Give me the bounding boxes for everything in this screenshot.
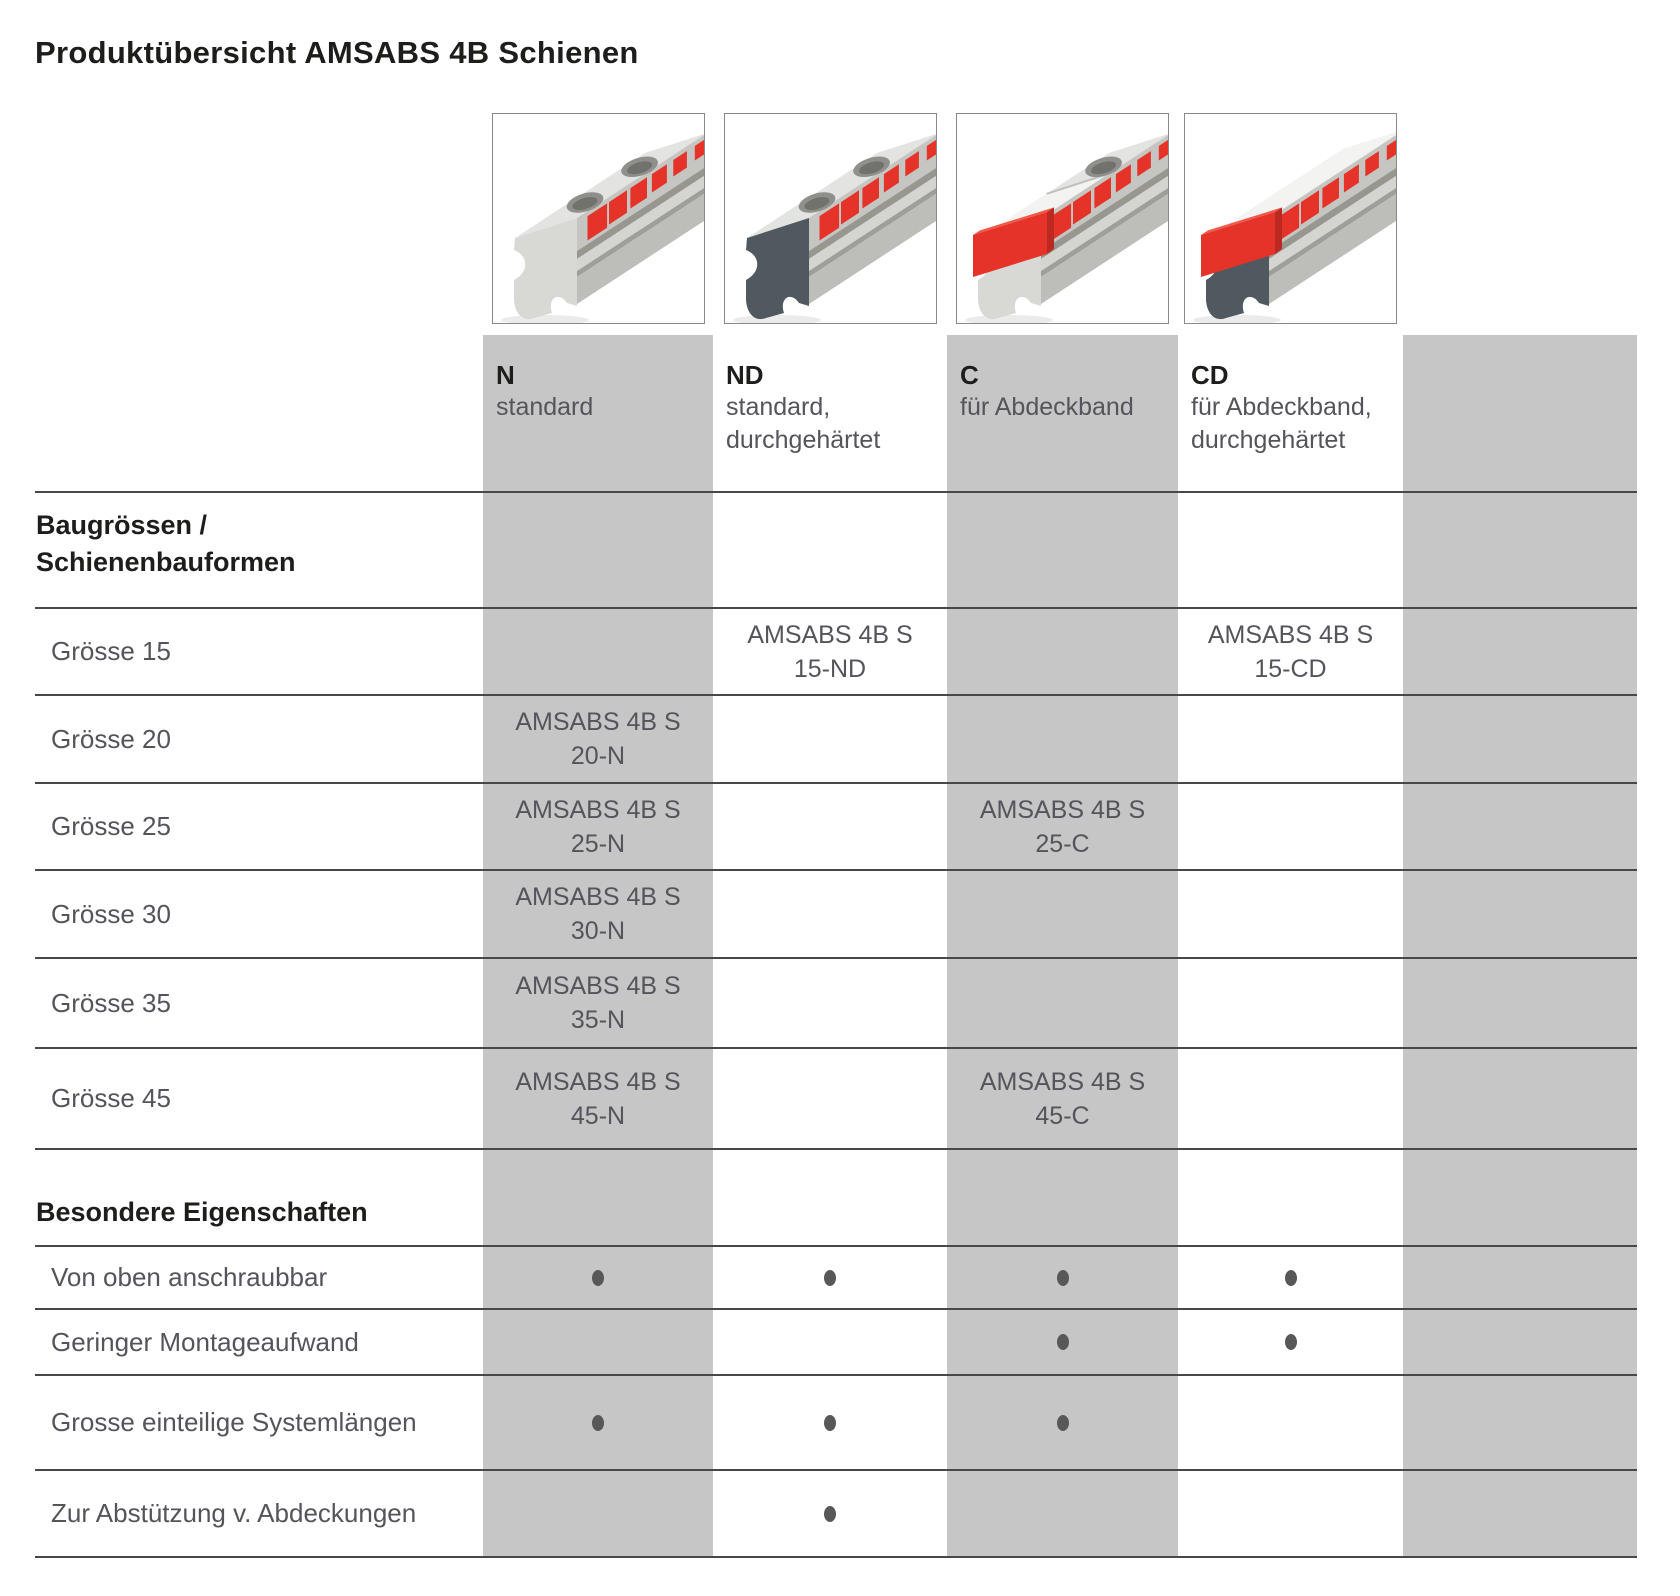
table-row — [35, 957, 1637, 1047]
column-header-row — [35, 335, 1637, 491]
product-image-rail-c — [956, 113, 1169, 324]
row-label: Zur Abstützung v. Abdeckungen — [51, 1498, 417, 1528]
row-label: Grösse 20 — [51, 723, 171, 754]
section-heading-row — [35, 1148, 1637, 1245]
section-cell — [1403, 493, 1637, 607]
column-header-empty — [1403, 335, 1637, 491]
feature-cell-nd — [713, 1376, 947, 1469]
feature-cell-cd — [1178, 1376, 1403, 1469]
feature-cell-empty — [1403, 1471, 1637, 1556]
model-cell-n: AMSABS 4B S 20-N — [483, 696, 713, 782]
model-cell-c — [947, 871, 1178, 957]
row-label: Grösse 25 — [51, 811, 171, 841]
feature-dot — [1057, 1334, 1069, 1350]
feature-cell-cd — [1178, 1310, 1403, 1374]
table-row — [35, 782, 1637, 869]
table-row — [35, 1308, 1637, 1374]
feature-dot — [1057, 1415, 1069, 1431]
feature-cell-n — [483, 1471, 713, 1556]
table-row — [35, 1374, 1637, 1469]
feature-dot — [592, 1270, 604, 1286]
feature-cell-cd — [1178, 1471, 1403, 1556]
feature-cell-c — [947, 1471, 1178, 1556]
feature-cell-nd — [713, 1310, 947, 1374]
product-image-rail-n — [492, 113, 705, 324]
section-cell — [713, 493, 947, 607]
column-header-c — [947, 335, 1178, 491]
row-label: Grösse 30 — [51, 898, 171, 929]
page-title: Produktübersicht AMSABS 4B Schienen — [35, 34, 639, 70]
model-cell-empty — [1403, 959, 1637, 1047]
model-cell-cd — [1178, 959, 1403, 1047]
column-letter: ND — [726, 360, 764, 390]
row-label: Grösse 15 — [51, 636, 171, 666]
section-cell — [713, 1150, 947, 1245]
section-cell — [1178, 1150, 1403, 1245]
feature-cell-c — [947, 1376, 1178, 1469]
feature-cell-c — [947, 1310, 1178, 1374]
model-cell-n: AMSABS 4B S 25-N — [483, 784, 713, 869]
feature-cell-empty — [1403, 1376, 1637, 1469]
column-header-nd — [713, 335, 947, 491]
section-cell — [483, 1150, 713, 1245]
image-cell-c — [947, 113, 1178, 324]
feature-cell-cd — [1178, 1247, 1403, 1308]
model-cell-c — [947, 696, 1178, 782]
feature-dot — [1285, 1334, 1297, 1350]
image-cell-empty — [1403, 113, 1637, 324]
column-letter: CD — [1191, 360, 1229, 390]
column-letter: C — [960, 360, 979, 390]
section-cell — [1403, 1150, 1637, 1245]
product-table — [35, 335, 1637, 1558]
feature-dot — [824, 1415, 836, 1431]
table-row — [35, 1245, 1637, 1308]
model-cell-nd — [713, 1049, 947, 1148]
rail-illustration — [493, 114, 704, 323]
product-images-row — [35, 113, 1637, 324]
image-cell-nd — [713, 113, 947, 324]
model-cell-cd — [1178, 696, 1403, 782]
column-subtitle: standard — [496, 393, 594, 421]
column-subtitle: standard, durchgehärtet — [726, 393, 881, 454]
model-cell-n: AMSABS 4B S 30-N — [483, 871, 713, 957]
product-image-rail-nd — [724, 113, 937, 324]
feature-cell-nd — [713, 1247, 947, 1308]
rail-illustration — [1185, 114, 1396, 323]
rail-illustration — [725, 114, 936, 323]
section-cell — [483, 493, 713, 607]
model-cell-empty — [1403, 871, 1637, 957]
model-cell-nd — [713, 959, 947, 1047]
image-cell-cd — [1178, 113, 1403, 324]
column-subtitle: für Abdeckband — [960, 393, 1134, 421]
row-label: Grösse 45 — [51, 1083, 171, 1113]
column-header-cd — [1178, 335, 1403, 491]
model-cell-nd — [713, 784, 947, 869]
row-label: Von oben anschraubbar — [51, 1262, 328, 1292]
model-cell-nd — [713, 871, 947, 957]
column-header-n — [483, 335, 713, 491]
row-label: Geringer Montageaufwand — [51, 1326, 359, 1357]
model-cell-empty — [1403, 609, 1637, 694]
feature-cell-n — [483, 1376, 713, 1469]
feature-cell-c — [947, 1247, 1178, 1308]
model-cell-empty — [1403, 696, 1637, 782]
table-row — [35, 869, 1637, 957]
model-cell-n: AMSABS 4B S 45-N — [483, 1049, 713, 1148]
column-subtitle: für Abdeckband, durchgehärtet — [1191, 393, 1372, 454]
model-cell-empty — [1403, 784, 1637, 869]
table-row — [35, 1469, 1637, 1558]
model-cell-c: AMSABS 4B S 25-C — [947, 784, 1178, 869]
feature-dot — [824, 1270, 836, 1286]
feature-cell-nd — [713, 1471, 947, 1556]
feature-cell-n — [483, 1247, 713, 1308]
feature-dot — [1285, 1270, 1297, 1286]
feature-dot — [824, 1506, 836, 1522]
model-cell-n — [483, 609, 713, 694]
feature-cell-n — [483, 1310, 713, 1374]
column-letter: N — [496, 360, 515, 390]
feature-dot — [592, 1415, 604, 1431]
model-cell-c — [947, 959, 1178, 1047]
table-row — [35, 607, 1637, 694]
model-cell-cd — [1178, 1049, 1403, 1148]
table-row — [35, 1047, 1637, 1148]
model-cell-c: AMSABS 4B S 45-C — [947, 1049, 1178, 1148]
section-cell — [947, 493, 1178, 607]
header-spacer — [35, 335, 483, 491]
row-label: Grosse einteilige Systemlängen — [51, 1407, 417, 1437]
model-cell-empty — [1403, 1049, 1637, 1148]
model-cell-n: AMSABS 4B S 35-N — [483, 959, 713, 1047]
table-row — [35, 694, 1637, 782]
rail-illustration — [957, 114, 1168, 323]
model-cell-nd: AMSABS 4B S 15-ND — [747, 620, 913, 683]
image-cell-n — [483, 113, 713, 324]
section-cell — [1178, 493, 1403, 607]
feature-dot — [1057, 1270, 1069, 1286]
feature-cell-empty — [1403, 1247, 1637, 1308]
section-cell — [947, 1150, 1178, 1245]
row-label: Grösse 35 — [51, 987, 171, 1018]
model-cell-cd: AMSABS 4B S 15-CD — [1207, 620, 1374, 683]
section-heading: Baugrössen / Schienenbauformen — [36, 510, 296, 577]
section-heading: Besondere Eigenschaften — [36, 1197, 368, 1227]
feature-cell-empty — [1403, 1310, 1637, 1374]
section-heading-row — [35, 491, 1637, 607]
model-cell-nd — [713, 696, 947, 782]
model-cell-c — [947, 609, 1178, 694]
model-cell-cd — [1178, 784, 1403, 869]
product-image-rail-cd — [1184, 113, 1397, 324]
model-cell-cd — [1178, 871, 1403, 957]
